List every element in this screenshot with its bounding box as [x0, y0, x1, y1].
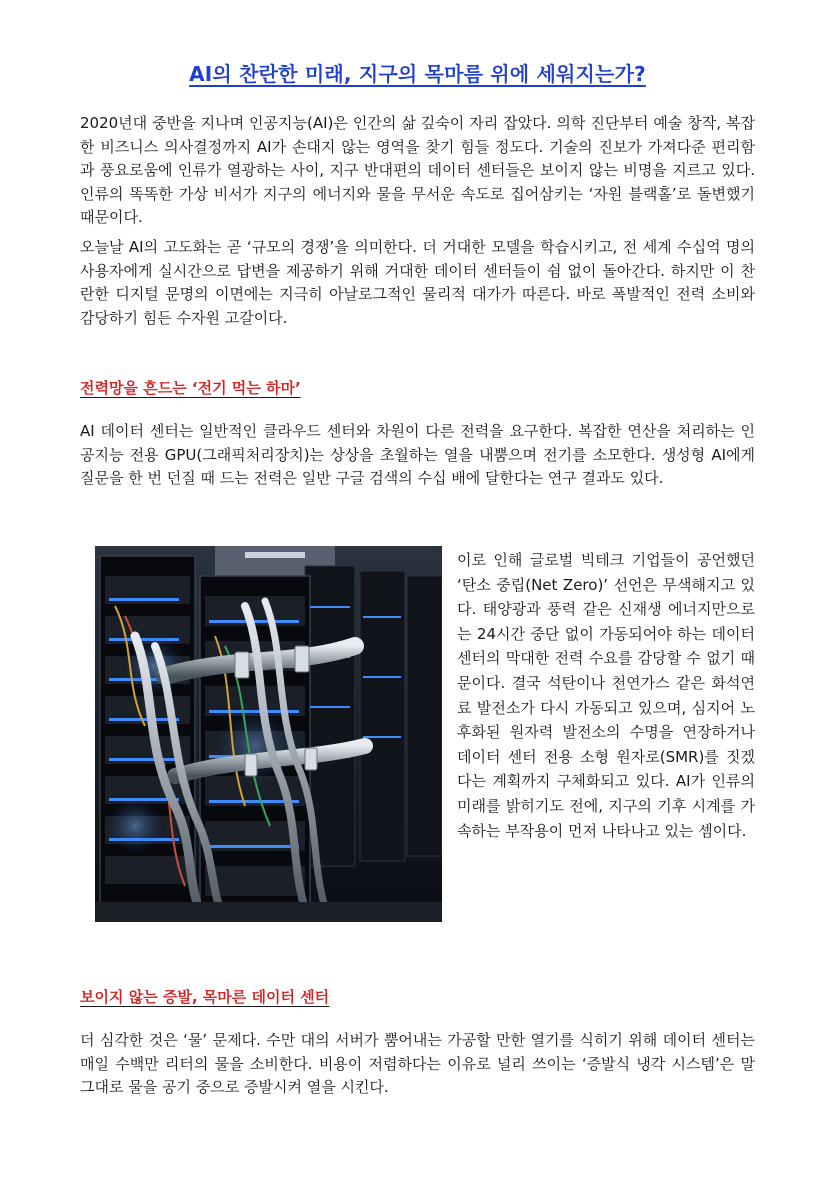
intro-paragraph-1: 2020년대 중반을 지나며 인공지능(AI)은 인간의 삶 깊숙이 자리 잡았다. 의학 진단부터 예술 창작, 복잡한 비즈니스 의사결정까지 AI가 손대지 않는 영역을 찾기 힘들 정도다. 기술의 진보가 가져다준 편리함과 풍요로움에 인류가 열광하는 사이, 지구 반대편의 데이터 센터들은 보이지 않는 비명을 지르고 있다. 인류의 똑똑한 가상 비서가 지구의 에너지와 물을 무서운 속도로 집어삼키는 ‘자원 블랙홀’로 돌변했기 때문이다. [80, 114, 755, 227]
document-title: AI의 찬란한 미래, 지구의 목마름 위에 세워지는가? [189, 62, 646, 86]
section1-paragraph-1: AI 데이터 센터는 일반적인 클라우드 센터와 차원이 다른 전력을 요구한다. 복잡한 연산을 처리하는 인공지능 전용 GPU(그래픽처리장치)는 상상을 초월하는 열을 내뿜으며 전기를 소모한다. 생성형 AI에게 질문을 한 번 던질 때 드는 전력은 일반 구글 검색의 수십 배에 달한다는 연구 결과도 있다. [80, 422, 755, 488]
section1-side-paragraph: 이로 인해 글로벌 빅테크 기업들이 공언했던 ‘탄소 중립(Net Zero)’ 선언은 무색해지고 있다. 태양광과 풍력 같은 신재생 에너지만으로는 24시간 중단 없이 가동되어야 하는 데이터 센터의 막대한 전력 수요를 감당할 수 없기 때문이다. 결국 석탄이나 천연가스 같은 화석연료 발전소가 다시 가동되고 있으며, 심지어 노후화된 원자력 발전소의 수명을 연장하거나 데이터 센터 전용 소형 원자로(SMR)를 짓겠다는 계획까지 구체화되고 있다. AI가 인류의 미래를 밝히기도 전에, 지구의 기후 시계를 가속하는 부작용이 먼저 나타나고 있는 셈이다. [457, 551, 755, 840]
section2-paragraph-1: 더 심각한 것은 ‘물’ 문제다. 수만 대의 서버가 뿜어내는 가공할 만한 열기를 식히기 위해 데이터 센터는 매일 수백만 리터의 물을 소비한다. 비용이 저렴하다는 이유로 널리 쓰이는 ‘증발식 냉각 시스템’은 말 그대로 물을 공기 중으로 증발시켜 열을 시킨다. [80, 1031, 755, 1097]
intro-paragraph-2: 오늘날 AI의 고도화는 곧 ‘규모의 경쟁’을 의미한다. 더 거대한 모델을 학습시키고, 전 세계 수십억 명의 사용자에게 실시간으로 답변을 제공하기 위해 거대한 데이터 센터들이 쉼 없이 돌아간다. 하지만 이 찬란한 디지털 문명의 이면에는 지극히 아날로그적인 물리적 대가가 따른다. 바로 폭발적인 전력 소비와 감당하기 힘든 수자원 고갈이다. [80, 238, 755, 327]
section-heading-water: 보이지 않는 증발, 목마른 데이터 센터 [80, 988, 330, 1006]
server-rack-photo [95, 546, 442, 922]
section-heading-power: 전력망을 흔드는 ‘전기 먹는 하마’ [80, 379, 301, 397]
